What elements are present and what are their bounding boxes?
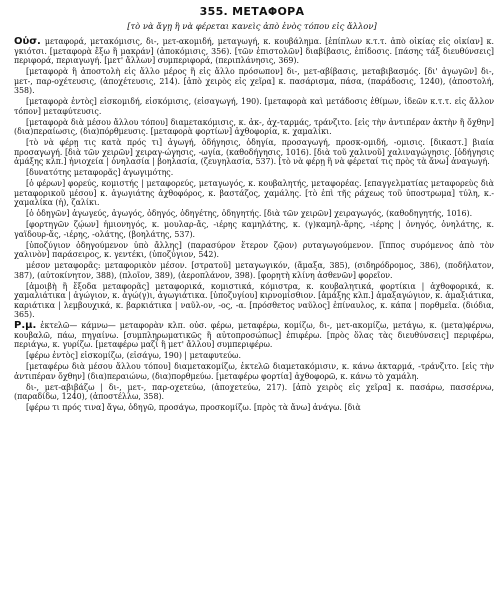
entry-headword: ΜΕΤΑΦΟΡΑ <box>232 5 305 18</box>
section-label-nouns: Οὐσ. <box>14 36 41 47</box>
entry-header <box>0 0 504 31</box>
section-label-verbs: Ρ.μ. <box>14 320 37 332</box>
paragraph: [ὁ φέρων] φορεύς, κομιστής | μεταφορεύς, μεταγωγός, κ. κουβαλητής, μεταφορέας. [επαγγελματίας μεταφορεὺς διὰ μεταφορικοῦ μέσου] κ. ἀγωγιάτης ἀχθοφόρος, κ. βαστάζος, χαμάλης. [τὸ ἐπὶ τῆς ράχεως τοῦ ὑποστρωμα] τύλη, κ.-χαμαλίκα (ἡ), ζαλίκι. <box>14 179 494 208</box>
paragraph: [μεταφέρω διὰ μέσου ἄλλου τόπου] διαμετακομίζω, ἐκτελῶ διαμετακόμισιν, κ. κάνω ἀκταρμά, -τράνζιτο. [εἰς τὴν ἀντιπέραν ὄχθην] (δια)περαιώνω, (δια)πορθμεύω. [μεταφέρω φορτία] ἀχθοφορῶ, κ. κάνω τὸ χαμάλη. <box>14 362 494 381</box>
entry-body <box>0 31 504 413</box>
paragraph: [ἀμοιβὴ ἢ ἔξοδα μεταφορᾶς] μεταφορικά, κομιστικά, κόμιστρα, κ. κουβαλητικά, φορτίκια | ἀχθοφορικά, κ. χαμαλιάτικα | ἀγώγιον, κ. ἀγώ(γ)ι, ἀγωγιάτικα. [ὑποζυγίου] κιρνομίσθιον. [ἁμάξης κλπ.] ἁμαξαγώγιον, κ. ἁμαξιάτικα, καριάτικα | λεμβουχικά, κ. βαρκιάτικα | ναῦλ-ον, -ος, -α. [πρόσθετος ναῦλος] ἐπίναυλος, κ. κάπα | πορθμεῖα. (διόδια, 365). <box>14 281 494 320</box>
paragraph: [μεταφορὰ ἢ ἀποστολὴ εἰς ἄλλο μέρος ἢ εἰς ἄλλο πρόσωπον] δι-, μετ-αβίβασις, μεταβιβασμός. [δι' ἀγωγῶν] δι-, μετ-, παρ-οχέτευσις, (ἀποχέτευσις, 214). [ἀπὸ χειρὸς εἰς χεῖρα] κ. πασάρισμα, πάσα, (παράδοσις, 1240), (ἀποστολή, 358). <box>14 67 494 96</box>
paragraph-text: μεταφορά, μετακόμισις, δι-, μετ-ακομιδή, μεταγωγή, κ. κουβάλημα. [ἐπίπλων κ.τ.τ. ἀπὸ οἰκίας εἰς οἰκίαν] κ. γκιότσι. [μεταφορὰ ἔξω ἢ μακράν] (ἀποκόμισις, 356). [τῶν ἐπιστολῶν] διαβίβασις, ἐπίδοσις. [πάσης τάξ διευθύνσεις] περιφορά, περιαγωγή. [μετ' ἄλλων] συμπεριφορά, (περιπλάνησις, 369). <box>14 37 494 66</box>
paragraph: [τὸ νὰ φέρῃ τις κατὰ πρός τι] ἀγωγή, ὁδήγησις, ὁδηγία, προσαγωγή, προσκ-ομιδή, -ομισις. [δικαστ.] βιαία προσαγωγή. [διὰ τῶν χειρῶν] χειραγ-ώγησις, -ωγία, (καθοδήγησις, 1016). [διὰ τοῦ χαλινοῦ] χαλιναγώγησις. [ὁδήγησις ἁμάξης κλπ.] ἡνιοχεία | ὀνηλασία | βοηλασία, (ζευγηλασία, 537). [τὸ νὰ φέρῃ ἢ νὰ φέρεταί τις πρὸς τὰ ἄνω] ἀναγωγή. <box>14 138 494 167</box>
paragraph: δι-, μετ-αβιβάζω | δι-, μετ-, παρ-οχετεύω, (ἀποχετεύω, 217). [ἀπὸ χειρὸς εἰς χεῖρα] κ. πασάρω, πασσέρνω, (παραδίδω, 1240), (ἀποστέλλω, 358). <box>14 382 494 402</box>
paragraph: [ὁ ὁδηγῶν] ἀγωγεύς, ἀγωγός, ὁδηγός, ὁδηγέτης, ὁδηγητής. [διὰ τῶν χειρῶν] χειραγωγός, (καθοδηγητής, 1016). <box>26 209 473 219</box>
entry-title <box>0 5 504 18</box>
paragraph-text: ἐκτελῶ— κάμνω— μεταφορὰν κλπ. οὐσ. φέρω, μεταφέρω, κομίζω, δι-, μετ-ακομίζω, μετάγω, κ. (μετα)φέρνω, κουβαλῶ, πάω, πηγαίνω. [συμπληρωματικῶς ἢ αὐτοπροσώπως] ἐπιφέρω. [πρὸς ὅλας τὰς διευθύνσεις] περιφέρω, περιάγω, κ. γυρίζω. [μεταφέρω μαζί ἢ μετ' ἄλλου] συμπεριφέρω. <box>14 321 494 350</box>
paragraph: [μεταφορὰ ἐντὸς] εἰσκομιδή, εἰσκόμισις, (εἰσαγωγή, 190). [μεταφορὰ καὶ μετάδοσις ἐθίμων, ἰδεῶν κ.τ.τ. εἰς ἄλλον τόπον] μεταφύτευσις. <box>14 97 494 116</box>
entry-definition: [τὸ νὰ ἄγῃ ἢ νὰ φέρεται κανεὶς ἀπὸ ἑνὸς τόπου εἰς ἄλλον] <box>127 21 377 31</box>
entry-number: 355. <box>199 5 229 18</box>
section-nouns <box>14 37 494 320</box>
paragraph: [ὑποζύγιον ὁδηγούμενον ὑπὸ ἄλλης] (παρασύρον ἕτερον ζῷον) ρυταγωγούμενον. [ἵππος συρόμενος ἀπὸ τὸν χαλινὸν] παράσειρος, κ. γεντέκι, (ὑποζύγιον, 542). <box>14 240 494 260</box>
paragraph: [φέρω τι πρός τινα] ἄγω, ὁδηγῶ, προσάγω, προσκομίζω. [πρὸς τὰ ἄνω] ἀνάγω. [διὰ <box>26 403 361 413</box>
paragraph: [δυνατότης μεταφορᾶς] ἀγωγιμότης. <box>26 168 174 178</box>
paragraph <box>14 37 494 66</box>
paragraph: μέσον μεταφορᾶς: μεταφορικὸν μέσον. [στρατοῦ] μεταγωγικόν, (ἅμαξα, 385), (σιδηρόδρομος, 386), (ποδήλατον, 387), (αὐτοκίνητον, 388), (πλοῖον, 389), (ἀεροπλάνον, 398). [φορητὴ κλίνη ἀσθενῶν] φορεῖον. <box>14 261 494 280</box>
paragraph <box>14 321 494 350</box>
paragraph: [φέρω ἐντὸς] εἰσκομίζω, (εἰσάγω, 190) | μεταφυτεύω. <box>26 351 242 361</box>
paragraph: [φορτηγῶν ζῴων] ἡμιονηγός, κ. μουλαρ-ἄς, -ιέρης καμηλάτης, κ. (γ)καμηλ-ἄρης, -ιέρης | ὀνηγός, ὀνηλάτης, κ. γαϊδουρ-ἄς, -ιέρης, -ολάτης, (βοηλάτης, 537). <box>14 220 494 239</box>
paragraph: [μεταφορὰ διὰ μέσου ἄλλου τόπου] διαμετακόμισις, κ. ἀκ-, ἀχ-ταρμάς, τράνζιτο. [εἰς τὴν ἀντιπέραν ἀκτὴν ἢ ὄχθην] (δια)περαίωσις, (δια)πόρθμευσις. [μεταφορὰ φορτίων] ἀχθοφορία, κ. χαμαλίκι. <box>14 117 494 137</box>
section-verbs <box>14 321 494 413</box>
